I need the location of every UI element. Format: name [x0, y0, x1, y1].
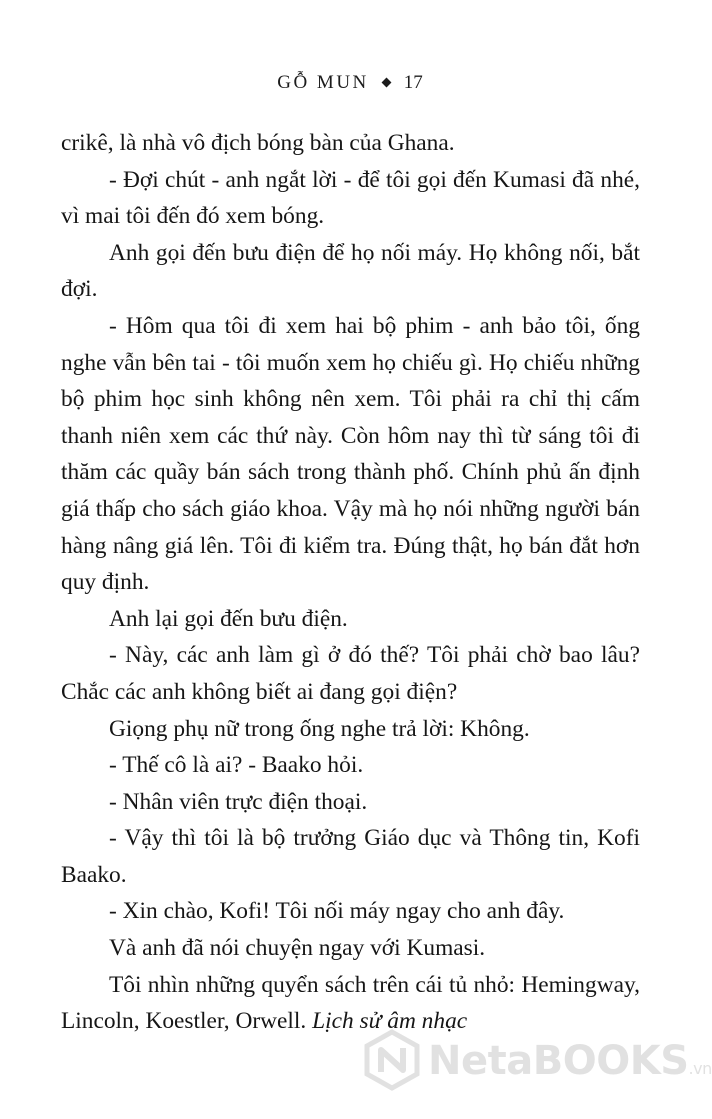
watermark-brand: NetaBOOKS — [428, 1038, 689, 1084]
paragraph: Anh lại gọi đến bưu điện. — [109, 605, 348, 632]
paragraph: - Đợi chút - anh ngắt lời - để tôi gọi đến Kumasi đã nhé, vì mai tôi đến đó xem bóng. — [61, 166, 640, 230]
paragraph: Và anh đã nói chuyện ngay với Kumasi. — [109, 935, 486, 962]
watermark — [362, 1022, 712, 1102]
paragraph: - Vậy thì tôi là bộ trưởng Giáo dục và Thông tin, Kofi Baako. — [61, 825, 640, 888]
paragraph: - Thế cô là ai? - Baako hỏi. — [109, 752, 364, 779]
netabooks-logo-icon — [362, 1030, 422, 1090]
paragraph: - Nhân viên trực điện thoại. — [109, 788, 368, 815]
paragraph: - Này, các anh làm gì ở đó thế? Tôi phải chờ bao lâu? Chắc các anh không biết ai đang gọi điện? — [61, 642, 640, 705]
paragraph: Giọng phụ nữ trong ống nghe trả lời: Không. — [109, 715, 530, 742]
last-paragraph-text: Tôi nhìn những quyển sách trên cái tủ nhỏ: Hemingway, Lincoln, Koestler, Orwell. — [61, 971, 640, 1035]
diamond-separator-icon — [381, 77, 391, 87]
body-text — [61, 125, 640, 1040]
watermark-suffix: .vn — [688, 1059, 712, 1078]
running-head — [0, 72, 700, 94]
italic-book-title: Lịch sử âm nhạc — [312, 1008, 468, 1035]
page-number: 17 — [403, 72, 423, 93]
watermark-text — [428, 1038, 712, 1084]
paragraph: crikê, là nhà vô địch bóng bàn của Ghana. — [61, 130, 455, 156]
paragraph: - Hôm qua tôi đi xem hai bộ phim - anh bảo tôi, ống nghe vẫn bên tai - tôi muốn xem họ chiếu gì. Họ chiếu những bộ phim học sinh không nên xem. Tôi phải ra chỉ thị cấm thanh niên xem các thứ này. Còn hôm nay thì từ sáng tôi đi thăm các quầy bán sách trong thành phố. Chính phủ ấn định giá thấp cho sách giáo khoa. Vậy mà họ nói những người bán hàng nâng giá lên. Tôi đi kiểm tra. Đúng thật, họ bán đắt hơn quy định. — [61, 312, 640, 596]
paragraph: - Xin chào, Kofi! Tôi nối máy ngay cho anh đây. — [109, 898, 565, 925]
chapter-title: GỖ MUN — [277, 72, 369, 93]
paragraph: Anh gọi đến bưu điện để họ nối máy. Họ không nối, bắt đợi. — [61, 239, 640, 303]
